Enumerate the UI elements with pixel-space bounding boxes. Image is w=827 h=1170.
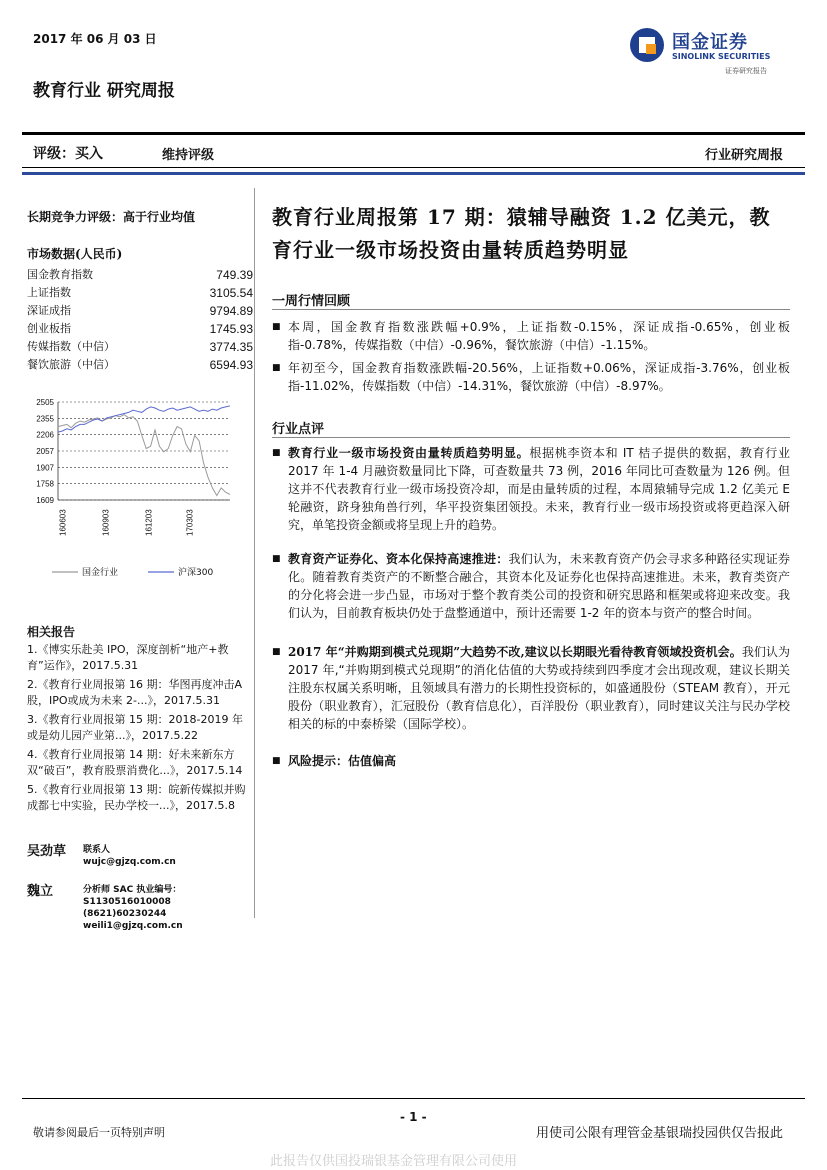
watermark: 此报告仅供国投瑞银基金管理有限公司使用 xyxy=(270,1154,518,1169)
long-term-rating: 长期竞争力评级：高于行业均值 xyxy=(27,210,196,224)
related-reports-title: 相关报告 xyxy=(27,625,76,639)
x-tick-label: 170303 xyxy=(185,509,195,536)
y-tick-label: 2505 xyxy=(36,398,54,407)
analyst-email[interactable]: wujc@gjzq.com.cn xyxy=(83,857,176,867)
week-bullet: ■ 本周，国金教育指数涨跌幅+0.9%，上证指数-0.15%，深证成指-0.65%，创业板指-0.78%，传媒指数（中信）-0.96%，餐饮旅游（中信）-1.15%。 xyxy=(272,318,790,354)
market-value: 9794.89 xyxy=(209,304,253,318)
market-label: 国金教育指数 xyxy=(27,268,93,281)
market-label: 传媒指数（中信） xyxy=(27,340,115,353)
comment-head: 教育资产证券化、资本化保持高速推进： xyxy=(288,552,509,566)
market-label: 深证成指 xyxy=(27,304,71,317)
market-label: 创业板指 xyxy=(27,322,71,335)
market-value: 749.39 xyxy=(216,268,253,282)
comment-body: 我们认为 2017 年,“并购期到模式兑现期”的消化估值的大势或持续到四季度才会出现改观，建议长期关注股东权属关系明晰，且领域具有潜力的长期性投资标的，如盛通股份（STEAM 教育），开元股份（职业教育），汇冠股份（教育信息化），百洋股份（职业教育），同时建议关注与民办学校相关的标的中泰桥梁（国际学校）。 xyxy=(288,645,790,731)
divider xyxy=(272,309,790,310)
disclaimer-note: 敬请参阅最后一页特别声明 xyxy=(33,1126,165,1139)
market-value: 1745.93 xyxy=(209,322,253,336)
x-tick-label: 160903 xyxy=(101,509,111,536)
week-bullet: ■ 年初至今，国金教育指数涨跌幅-20.56%，上证指数+0.06%，深证成指-3.76%，创业板指-11.02%，传媒指数（中信）-14.31%，餐饮旅游（中信）-8.97%。 xyxy=(272,359,790,395)
analyst-role: 联系人 xyxy=(83,845,111,855)
logo-subtitle: 证券研究报告 xyxy=(725,67,767,75)
analyst-email[interactable]: weili1@gjzq.com.cn xyxy=(83,921,183,931)
risk-head: 风险提示：估值偏高 xyxy=(288,754,397,768)
analyst-sac: 分析师 SAC 执业编号：S1130516010008 xyxy=(83,885,182,907)
logo-cn: 国金证券 xyxy=(672,32,748,53)
analyst-phone: (8621)60230244 xyxy=(83,909,167,919)
legend-label-hs300: 沪深300 xyxy=(178,568,214,578)
index-chart xyxy=(20,390,242,590)
market-value: 6594.93 xyxy=(209,358,253,372)
market-row xyxy=(27,266,253,284)
disclaimer-mirrored: 用使司公限有理管金基银瑞投园供仅告报此 xyxy=(535,1126,783,1141)
market-data-title: 市场数据(人民币) xyxy=(27,247,123,261)
y-tick-label: 1907 xyxy=(36,463,54,473)
page-number: - 1 - xyxy=(400,1110,427,1124)
series-line-industry xyxy=(58,415,230,496)
related-report-item[interactable]: 2.《教育行业周报第 16 期：华图再度冲击A股，IPO或成为未来 2-...》，2017.5.31 xyxy=(27,678,243,707)
comment-bullet xyxy=(272,444,790,534)
y-tick-label: 2206 xyxy=(36,430,54,440)
comment-body: 根据桃李资本和 IT 桔子提供的数据，教育行业 2017 年 1-4 月融资数量同比下降，可查数量共 73 例，2016 年同比可查数量为 126 例。但这并不代表教育行业一级市场投资冷却，而是由量转质的过程，本周猿辅导完成 1.2 亿美元 E 轮融资，跻身独角兽行列，华平投资集团领投。未来，教育行业一级市场投资或将更趋深入研究，单笔投资金额或将呈现上升的趋势。 xyxy=(288,446,791,532)
analyst-name: 魏立 xyxy=(27,884,54,899)
divider xyxy=(22,132,805,135)
market-row xyxy=(27,284,253,302)
comment-bullet xyxy=(272,550,790,622)
market-label: 上证指数 xyxy=(27,286,71,299)
comment-head: 教育行业一级市场投资由量转质趋势明显。 xyxy=(288,446,530,460)
industry-title: 教育行业 研究周报 xyxy=(33,81,175,101)
rating-action: 维持评级 xyxy=(162,148,215,163)
report-date: 2017 年 06 月 03 日 xyxy=(33,32,157,46)
market-value: 3105.54 xyxy=(209,286,253,300)
report-type: 行业研究周报 xyxy=(704,148,783,163)
comment-body: 我们认为，未来教育资产仍会寻求多种路径实现证券化。随着教育类资产的不断整合融合，其资本化及证券化也保持高速推进。未来，教育类资产的分化将会进一步凸显，市场对于整个教育类公司的投资和研究思路和框架或将迎来改变。我们认为，目前教育板块仍处于盘整通道中，预计还需要 1-2 年的资本与资产的整合时间。 xyxy=(288,552,790,620)
x-tick-label: 160603 xyxy=(58,509,68,536)
related-report-item[interactable]: 4.《教育行业周报第 14 期：好未来新东方双“破百”，教育股票消费化...》，2017.5.14 xyxy=(27,748,243,777)
related-reports-list xyxy=(27,642,253,817)
divider-accent xyxy=(22,172,805,175)
market-row xyxy=(27,320,253,338)
y-tick-label: 1609 xyxy=(36,496,54,505)
logo-mark-icon xyxy=(630,28,664,62)
y-tick-label: 2057 xyxy=(36,447,54,456)
footer-divider xyxy=(22,1098,805,1099)
market-row xyxy=(27,338,253,356)
section-comment: 行业点评 xyxy=(272,422,325,437)
company-logo xyxy=(630,26,790,78)
divider xyxy=(22,167,805,168)
related-report-item[interactable]: 1.《博实乐赴美 IPO，深度剖析“地产+教育”运作》，2017.5.31 xyxy=(27,643,229,672)
sidebar-divider xyxy=(254,188,255,918)
logo-en: SINOLINK SECURITIES xyxy=(672,52,771,61)
rating-label: 评级：买入 xyxy=(33,146,103,162)
analyst-name: 吴劲草 xyxy=(27,844,67,859)
x-tick-label: 161203 xyxy=(144,509,154,536)
market-value: 3774.35 xyxy=(209,340,253,354)
market-data-table xyxy=(27,266,253,374)
market-label: 餐饮旅游（中信） xyxy=(27,358,115,371)
section-week-review: 一周行情回顾 xyxy=(272,294,351,309)
market-row xyxy=(27,356,253,374)
comment-head: 2017 年“并购期到模式兑现期”大趋势不改,建议以长期眼光看待教育领域投资机会。 xyxy=(288,645,742,659)
divider xyxy=(272,437,790,438)
related-report-item[interactable]: 3.《教育行业周报第 15 期：2018-2019 年或是幼儿园产业第...》，2017.5.22 xyxy=(27,713,243,742)
y-tick-label: 2355 xyxy=(36,414,54,424)
related-report-item[interactable]: 5.《教育行业周报第 13 期：皖新传媒拟并购成都七中实验，民办学校一...》，2017.5.8 xyxy=(27,783,246,812)
y-tick-label: 1758 xyxy=(36,479,54,489)
legend-label-industry: 国金行业 xyxy=(82,568,119,578)
risk-bullet xyxy=(272,752,790,770)
series-line-hs300 xyxy=(58,406,230,432)
comment-bullet xyxy=(272,643,790,733)
market-row xyxy=(27,302,253,320)
headline: 教育行业周报第 17 期：猿辅导融资 1.2 亿美元，教育行业一级市场投资由量转质趋势明显 xyxy=(272,205,771,262)
